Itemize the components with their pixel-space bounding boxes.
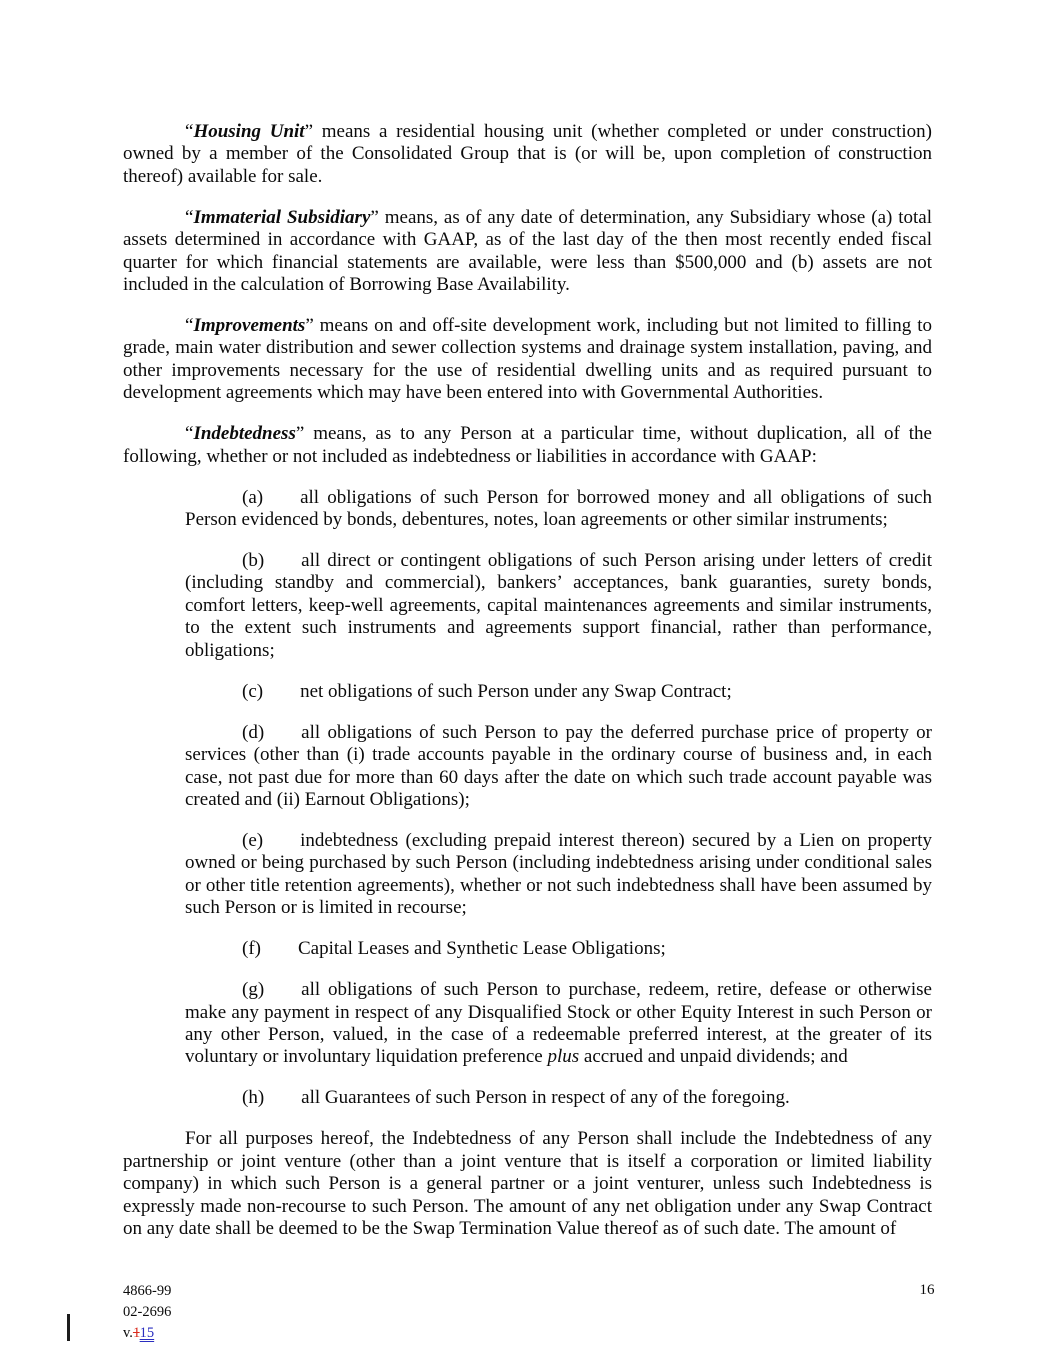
item-label: (c) <box>242 680 264 702</box>
item-text: Capital Leases and Synthetic Lease Obligations; <box>297 938 666 960</box>
page-number: 16 <box>919 1282 935 1298</box>
defined-term: Indebtedness <box>193 423 296 445</box>
defined-term: Housing Unit <box>193 121 305 142</box>
definition-housing-unit <box>123 121 932 188</box>
defined-term: Immaterial Subsidiary <box>193 206 371 228</box>
document-body <box>123 121 932 1259</box>
footer-doc-number-2: 02-2696 <box>123 1303 172 1320</box>
definition-text: ” means on and off-site development work, including but not limited to filling to grade, main water distribution and sewer collection systems and drainage system installation, paving, and other improvements necessary for the use of residential dwelling units and as required pursuant to development agreements which may have been entered into with Governmental Authorities. <box>123 315 932 404</box>
definition-text: ” means a residential housing unit (whether completed or under construction) owned by a member of the Consolidated Group that is (or will be, upon completion of construction thereof) available for sale. <box>123 121 932 187</box>
item-text: all obligations of such Person to purchase, redeem, retire, defease or otherwise make any payment in respect of any Disqualified Stock or other Equity Interest in such Person or any other Person, valued, in the case of a redeemable preferred interest, at the greater of its voluntary or involuntary liquidation preference <box>185 979 932 1068</box>
version-prefix: v. <box>123 1324 133 1341</box>
item-text: all Guarantees of such Person in respect of any of the foregoing. <box>301 1087 790 1109</box>
paragraph-text: For all purposes hereof, the Indebtedness of any Person shall include the Indebtedness of any partnership or joint venture (other than a joint venture that is itself a corporation or limited liability company) in which such Person is a general partner or a joint venturer, unless such Indebtedness is expressly made non-recourse to such Person. The amount of any net obligation under any Swap Contract on any date shall be deemed to be the Swap Termination Value thereof as of such date. The amount of <box>123 1128 932 1239</box>
open-quote: “ <box>185 315 194 337</box>
revision-change-bar <box>67 1314 70 1341</box>
item-label: (b) <box>242 550 265 572</box>
definition-improvements <box>123 315 932 405</box>
item-text: all obligations of such Person for borrowed money and all obligations of such Person evidenced by bonds, debentures, notes, loan agreements or other similar instruments; <box>185 486 932 531</box>
definition-text: ” means, as of any date of determination, any Subsidiary whose (a) total assets determined in accordance with GAAP, as of the last day of the then most recently ended fiscal quarter for which financial statements are available, were less than $500,000 and (b) assets are not included in the calculation of Borrowing Base Availability. <box>123 206 933 296</box>
footer-doc-number-1: 4866-99 <box>123 1283 172 1299</box>
list-item-c <box>185 681 932 703</box>
inserted-version-number: 15 <box>139 1324 155 1341</box>
item-text: all obligations of such Person to pay the deferred purchase price of property or services (other than (i) trade accounts payable in the ordinary course of business and, in each case, not past due for more than 60 days after the date on which such trade account payable was created and (ii) Earnout Obligations); <box>185 721 932 810</box>
item-text: indebtedness (excluding prepaid interest thereon) secured by a Lien on property owned or being purchased by such Person (including indebtedness arising under conditional sales or other title retention agreements), whether or not such indebtedness shall have been assumed by such Person or is limited in recourse; <box>185 829 932 919</box>
list-item-b <box>185 550 932 662</box>
open-quote: “ <box>185 423 194 445</box>
item-label: (f) <box>242 938 261 960</box>
item-label: (g) <box>242 979 265 1001</box>
definition-indebtedness <box>123 423 932 468</box>
item-text: accrued and unpaid dividends; and <box>579 1046 848 1068</box>
list-item-g <box>185 979 932 1069</box>
footer-version-line <box>123 1323 171 1344</box>
open-quote: “ <box>185 206 194 228</box>
list-item-h <box>185 1087 932 1109</box>
item-label: (d) <box>242 721 265 743</box>
deleted-version-number: 1 <box>132 1324 140 1341</box>
item-text: net obligations of such Person under any Swap Contract; <box>300 680 732 702</box>
page-footer <box>123 1281 171 1343</box>
list-item-e <box>185 830 932 920</box>
list-item-d <box>185 722 932 812</box>
defined-term: Improvements <box>193 315 306 337</box>
definition-immaterial-subsidiary <box>123 207 932 297</box>
item-label: (a) <box>242 486 264 508</box>
open-quote: “ <box>185 121 194 142</box>
definition-text: ” means, as to any Person at a particular time, without duplication, all of the following, whether or not included as indebtedness or liabilities in accordance with GAAP: <box>123 423 932 467</box>
item-label: (h) <box>242 1087 265 1109</box>
item-label: (e) <box>242 829 264 851</box>
item-text: all direct or contingent obligations of such Person arising under letters of credit (including standby and commercial), bankers’ acceptances, bank guaranties, surety bonds, comfort letters, keep-well agreements, capital maintenances agreements and similar instruments, to the extent such instruments and agreements support financial, rather than performance, obligations; <box>185 550 932 661</box>
list-item-a <box>185 487 932 532</box>
list-item-f <box>185 938 932 960</box>
italic-word: plus <box>547 1046 580 1068</box>
closing-paragraph <box>123 1128 932 1240</box>
